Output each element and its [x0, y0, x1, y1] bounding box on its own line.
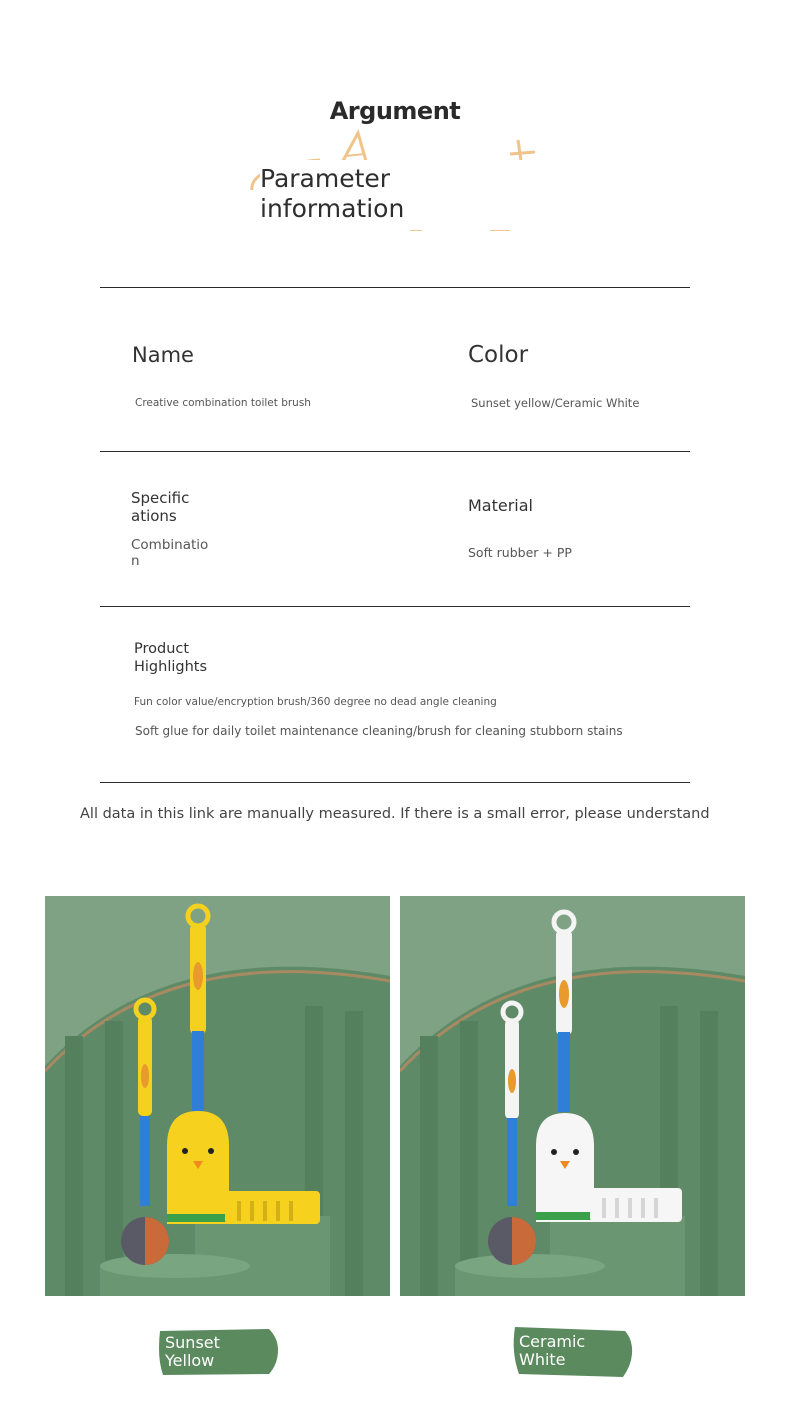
material-value: Soft rubber + PP: [468, 545, 572, 560]
variant-tag-sunset-yellow: [157, 1328, 279, 1376]
variant-tag-line-2: White: [519, 1350, 566, 1369]
highlight-item: Fun color value/encryption brush/360 degree no dead angle cleaning: [134, 696, 497, 708]
product-photo-ceramic-white: [400, 896, 745, 1296]
variant-tag-label: [519, 1333, 585, 1369]
variant-tag-line-1: Sunset: [165, 1333, 220, 1352]
highlights-label-line-1: Product: [134, 641, 190, 657]
specifications-value-line-2: n: [131, 553, 140, 569]
measurement-note: All data in this link are manually measured. If there is a small error, please understand: [80, 806, 710, 822]
subtitle-line-2: information: [260, 194, 405, 223]
material-label: Material: [468, 496, 533, 515]
page-subtitle: [260, 164, 404, 224]
color-label: Color: [468, 342, 529, 368]
highlights-label: [134, 640, 207, 676]
specifications-label-line-2: ations: [131, 507, 177, 525]
variant-tag-line-2: Yellow: [165, 1351, 215, 1370]
specifications-value-line-1: Combinatio: [131, 537, 209, 553]
highlight-item: Soft glue for daily toilet maintenance cleaning/brush for cleaning stubborn stains: [135, 724, 623, 738]
page-title: Argument: [329, 97, 461, 125]
variant-tag-line-1: Ceramic: [519, 1332, 586, 1351]
highlights-label-line-2: Highlights: [134, 659, 208, 675]
product-photo-sunset-yellow: [45, 896, 390, 1296]
table-divider: [100, 451, 690, 452]
color-value: Sunset yellow/Ceramic White: [471, 396, 640, 410]
table-divider: [100, 606, 690, 607]
specifications-label-line-1: Specific: [131, 489, 190, 507]
name-value: Creative combination toilet brush: [135, 397, 311, 409]
variant-tag-ceramic-white: [511, 1326, 633, 1374]
variant-tag-label: [165, 1334, 220, 1370]
table-divider: [100, 782, 690, 783]
table-divider: [100, 287, 690, 288]
specifications-value: [131, 537, 208, 569]
name-label: Name: [132, 343, 194, 367]
specifications-label: [131, 489, 189, 525]
subtitle-line-1: Parameter: [260, 164, 391, 193]
